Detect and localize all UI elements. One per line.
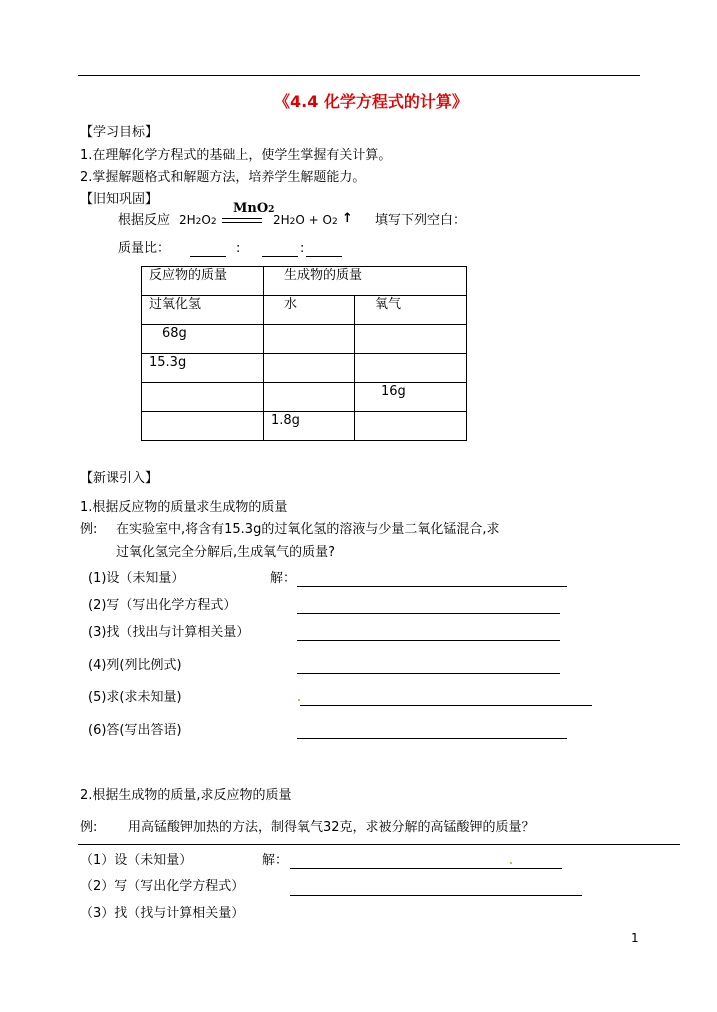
page-title: 《4.4 化学方程式的计算》 [274,92,468,111]
reactant-h: 2H [179,213,196,227]
table-cell[interactable] [355,325,467,354]
q1-answer-line-3[interactable] [297,640,560,641]
ratio-colon-2: : [300,241,305,256]
table-header-row [142,267,467,296]
reactant-o: O [201,213,211,227]
q2-answer-line-1[interactable] [290,868,562,869]
new-lesson-heading: 【新课引入】 [80,471,159,486]
equals-line-bottom [222,222,262,223]
reaction-prompt-suffix: 填写下列空白： [375,213,467,228]
goals-heading: 【学习目标】 [80,125,159,140]
header-product: 生成物的质量 [264,267,467,296]
q1-step-2: (2)写（写出化学方程式） [88,598,237,613]
table-cell[interactable] [264,325,355,354]
q1-title: 1.根据反应物的质量求生成物的质量 [80,500,288,515]
reactant-sub-1: 2 [195,217,202,227]
product-formula [273,213,338,230]
q2-example-label: 例: [80,820,98,835]
table-cell[interactable]: 16g [355,383,467,412]
q1-step-5: (5)求(求未知量) [88,690,182,705]
table-cell[interactable]: 15.3g [142,354,264,383]
catalyst-sub: 2 [268,205,275,215]
stray-mark [510,862,512,864]
table-cell[interactable] [142,383,264,412]
ratio-blank-1[interactable] [190,256,226,257]
q1-answer-line-1[interactable] [297,586,567,587]
mass-ratio-label: 质量比： [118,241,171,256]
q1-step-1: (1)设（未知量） [88,571,185,586]
reactant-sub-2: 2 [210,217,217,227]
q2-step-2: （2）写（写出化学方程式） [80,879,245,894]
q1-solution-label: 解： [270,571,297,586]
q1-answer-line-5[interactable] [300,705,592,706]
table-cell[interactable]: 1.8g [264,412,355,441]
table-cell[interactable] [142,412,264,441]
table-cell[interactable] [264,354,355,383]
q1-answer-line-2[interactable] [297,613,560,614]
ratio-blank-2[interactable] [262,256,298,257]
product-sub-2: 2 [331,217,338,227]
col-hydrogen-peroxide: 过氧化氢 [142,296,264,325]
q2-title: 2.根据生成物的质量,求反应物的质量 [80,788,292,803]
table-row [142,412,467,441]
goal-item-1: 1.在理解化学方程式的基础上，使学生掌握有关计算。 [80,148,392,163]
q2-answer-line-2[interactable] [290,895,582,896]
q1-step-6: (6)答(写出答语) [88,723,182,738]
table-row [142,354,467,383]
table-cell[interactable]: 68g [142,325,264,354]
goal-item-2: 2.掌握解题格式和解题方法，培养学生解题能力。 [80,170,366,185]
q2-separator-rule [78,844,680,845]
reactant-formula [179,213,217,230]
mass-table [141,266,467,441]
reaction-prompt-prefix: 根据反应 [118,213,171,228]
q1-example-line-2: 过氧化氢完全分解后,生成氧气的质量? [116,545,336,560]
q1-example-line-1: 在实验室中,将含有15.3g的过氧化氢的溶液与少量二氧化锰混合,求 [116,522,500,537]
q2-solution-label: 解： [262,853,289,868]
q1-answer-line-4[interactable] [297,673,560,674]
equals-line-top [222,218,262,219]
table-cell[interactable] [355,412,467,441]
table-cell[interactable] [264,383,355,412]
table-row [142,383,467,412]
product-o: O + O [295,213,332,227]
table-subheader-row [142,296,467,325]
table-cell[interactable] [355,354,467,383]
header-reactant: 反应物的质量 [142,267,264,296]
col-water: 水 [264,296,355,325]
q2-step-3: （3）找（找与计算相关量） [80,906,245,921]
gas-arrow-icon: ↑ [342,211,353,226]
ratio-colon-1: : [236,241,241,256]
top-rule [78,75,640,76]
q1-step-3: (3)找（找出与计算相关量） [88,625,250,640]
catalyst-mno: MnO [233,201,269,216]
q2-example-text: 用高锰酸钾加热的方法，制得氧气32克，求被分解的高锰酸钾的质量？ [128,820,535,835]
product-h: 2H [273,213,290,227]
review-heading: 【旧知巩固】 [80,192,159,207]
col-oxygen: 氧气 [355,296,467,325]
q2-step-1: （1）设（未知量） [80,853,193,868]
ratio-blank-3[interactable] [306,256,342,257]
page-number: 1 [631,931,639,945]
q1-step-4: (4)列(列比例式) [88,658,182,673]
table-row [142,325,467,354]
q1-example-label: 例: [80,522,98,537]
q1-answer-line-6[interactable] [297,738,567,739]
stray-mark [298,699,300,701]
catalyst-label [233,201,274,216]
product-sub-1: 2 [289,217,296,227]
